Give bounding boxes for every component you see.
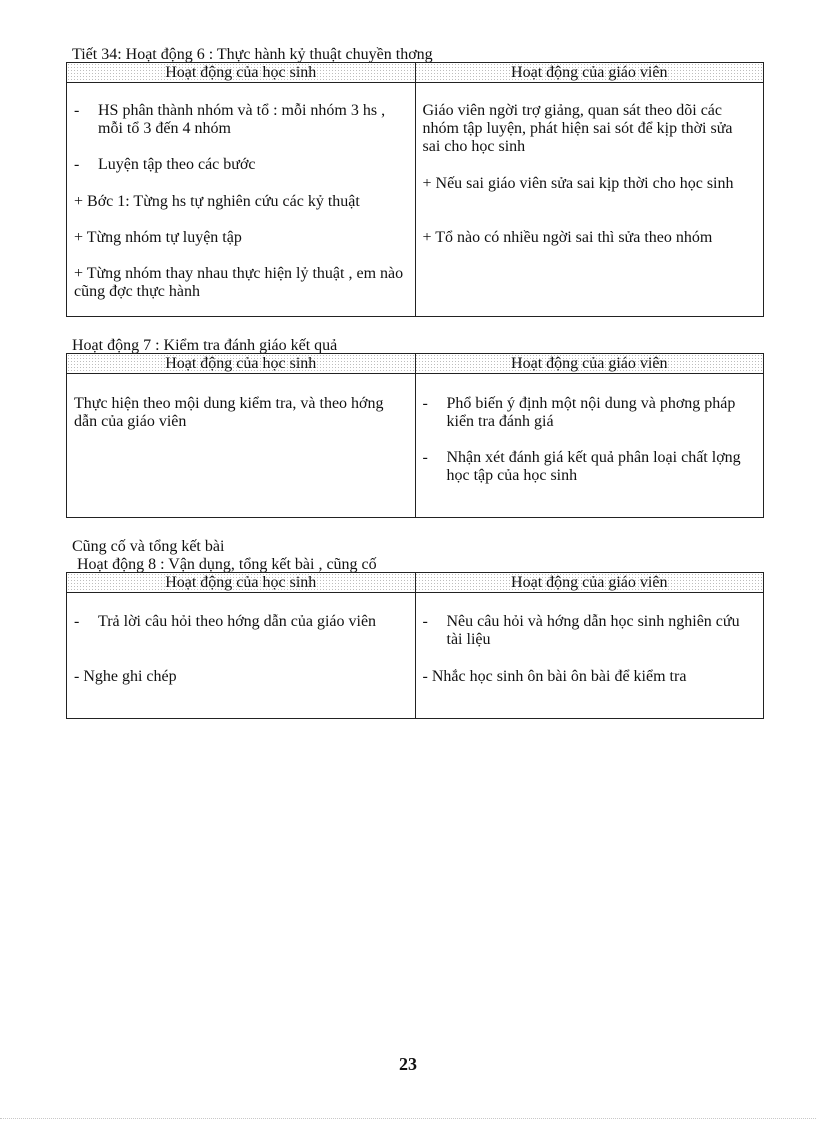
page-number: 23: [399, 1054, 417, 1074]
student-item: - HS phân thành nhóm và tổ : mỗi nhóm 3 hs , mỗi tổ 3 đến 4 nhóm: [74, 102, 405, 138]
header-teacher: Hoạt động của giáo viên: [415, 354, 764, 373]
summary-caption: Cũng cố và tổng kết bài: [72, 538, 225, 555]
student-item: + Từng nhóm tự luyện tập: [74, 229, 242, 246]
activity-6-table: [66, 62, 764, 317]
activity-7-table: [66, 353, 764, 518]
table-body: [67, 83, 763, 316]
header-student: Hoạt động của học sinh: [165, 574, 317, 591]
teacher-column: [415, 593, 764, 718]
table-header: [67, 63, 763, 83]
teacher-item: + Nếu sai giáo viên sửa sai kịp thời cho học sinh: [422, 175, 734, 192]
header-student: Hoạt động của học sinh: [165, 355, 317, 372]
header-student: Hoạt động của học sinh: [165, 64, 317, 81]
table-body: [67, 374, 763, 517]
teacher-item: - Nhắc học sinh ôn bài ôn bài để kiểm tra: [422, 668, 687, 685]
table-header: [67, 573, 763, 593]
activity-6-caption: Tiết 34: Hoạt động 6 : Thực hành kỷ thuật chuyền thơng: [72, 46, 433, 63]
teacher-item: - Nhận xét đánh giá kết quả phân loại chất lợng học tập của học sinh: [423, 449, 754, 485]
student-item: - Trả lời câu hỏi theo hớng dẫn của giáo viên: [74, 613, 405, 631]
student-item: - Luyện tập theo các bước: [74, 156, 405, 174]
header-teacher: Hoạt động của giáo viên: [415, 573, 764, 592]
table-header: [67, 354, 763, 374]
student-column: [67, 83, 415, 316]
student-item: - Nghe ghi chép: [74, 668, 177, 685]
activity-8-table: [66, 572, 764, 719]
student-column: [67, 374, 415, 517]
teacher-item: - Nêu câu hỏi và hớng dẫn học sinh nghiên cứu tài liệu: [423, 613, 754, 649]
header-teacher: Hoạt động của giáo viên: [415, 63, 764, 82]
student-item: + Từng nhóm thay nhau thực hiện lỷ thuật , em nào cũng đợc thực hành: [74, 265, 404, 300]
student-item: Thực hiện theo mội dung kiểm tra, và theo hớng dẫn của giáo viên: [74, 395, 384, 430]
student-item: + Bớc 1: Từng hs tự nghiên cứu các kỷ thuật: [74, 193, 360, 210]
activity-7-caption: Hoạt động 7 : Kiểm tra đánh giáo kết quả: [72, 337, 338, 354]
teacher-item: Giáo viên ngời trợ giảng, quan sát theo dõi các nhóm tập luyện, phát hiện sai sót để kịp thời sửa sai cho học sinh: [422, 102, 733, 155]
teacher-column: [415, 83, 764, 316]
activity-8-caption: Hoạt động 8 : Vận dụng, tổng kết bài , cũng cố: [77, 556, 377, 573]
teacher-item: + Tổ nào có nhiều ngời sai thì sửa theo nhóm: [422, 229, 713, 246]
table-body: [67, 593, 763, 718]
teacher-column: [415, 374, 764, 517]
student-column: [67, 593, 415, 718]
page-bottom-divider: [0, 1118, 816, 1119]
teacher-item: - Phổ biến ý định một nội dung và phơng pháp kiển tra đánh giá: [423, 395, 754, 431]
